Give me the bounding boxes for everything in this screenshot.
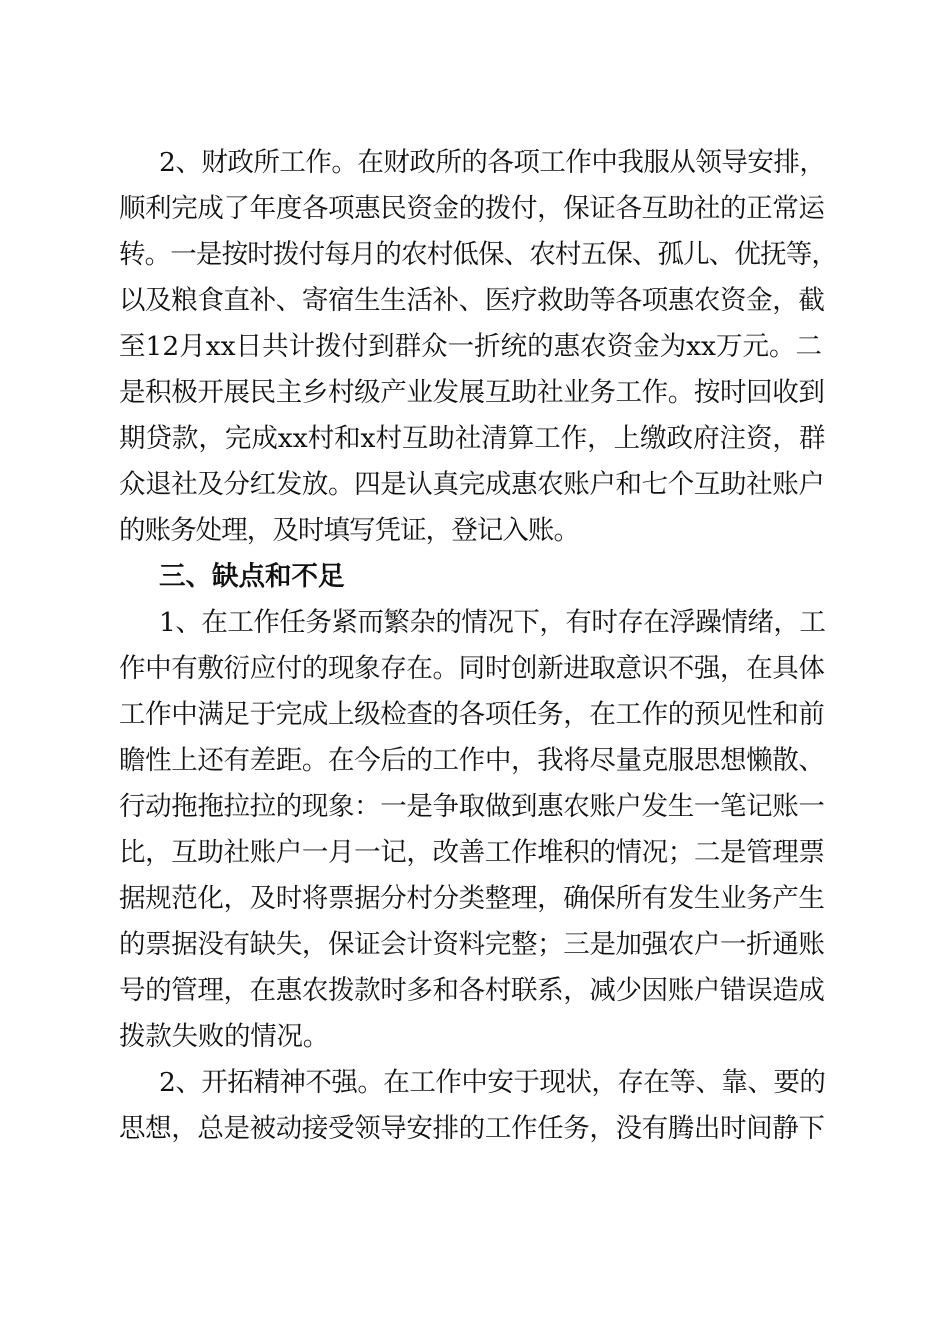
text-line: 顺利完成了年度各项惠民资金的拨付，保证各互助社的正常运 bbox=[119, 193, 825, 224]
text-line: 期贷款，完成xx村和x村互助社清算工作，上缴政府注资，群 bbox=[119, 423, 826, 454]
text-line: 拨款失败的情况。 bbox=[119, 1021, 329, 1052]
text-line: 比，互助社账户一月一记，改善工作堆积的情况；二是管理票 bbox=[119, 837, 825, 868]
text-line: 瞻性上还有差距。在今后的工作中，我将尽量克服思想懒散、 bbox=[119, 745, 825, 776]
text-line: 行动拖拖拉拉的现象：一是争取做到惠农账户发生一笔记账一 bbox=[119, 791, 825, 822]
text-line: 工作中满足于完成上级检查的各项任务，在工作的预见性和前 bbox=[119, 699, 825, 730]
text-line: 转。一是按时拨付每月的农村低保、农村五保、孤儿、优抚等， bbox=[119, 239, 837, 270]
text-line: 号的管理，在惠农拨款时多和各村联系，减少因账户错误造成 bbox=[119, 975, 825, 1006]
text-line: 作中有敷衍应付的现象存在。同时创新进取意识不强，在具体 bbox=[119, 653, 825, 684]
section-heading: 三、缺点和不足 bbox=[159, 561, 345, 592]
text-line: 2、财政所工作。在财政所的各项工作中我服从领导安排， bbox=[159, 147, 826, 178]
text-line: 众退社及分红发放。四是认真完成惠农账户和七个互助社账户 bbox=[119, 469, 825, 500]
text-line: 的票据没有缺失，保证会计资料完整；三是加强农户一折通账 bbox=[119, 929, 825, 960]
text-line: 思想，总是被动接受领导安排的工作任务，没有腾出时间静下 bbox=[119, 1113, 825, 1144]
text-line: 2、开拓精神不强。在工作中安于现状，存在等、靠、要的 bbox=[159, 1067, 826, 1098]
text-line: 据规范化，及时将票据分村分类整理，确保所有发生业务产生 bbox=[119, 883, 825, 914]
text-line: 至12月xx日共计拨付到群众一折统的惠农资金为xx万元。二 bbox=[119, 331, 823, 362]
text-line: 是积极开展民主乡村级产业发展互助社业务工作。按时回收到 bbox=[119, 377, 825, 408]
text-line: 1、在工作任务紧而繁杂的情况下，有时存在浮躁情绪，工 bbox=[159, 607, 826, 638]
text-line: 以及粮食直补、寄宿生生活补、医疗救助等各项惠农资金，截 bbox=[119, 285, 825, 316]
text-line: 的账务处理，及时填写凭证，登记入账。 bbox=[119, 515, 579, 546]
